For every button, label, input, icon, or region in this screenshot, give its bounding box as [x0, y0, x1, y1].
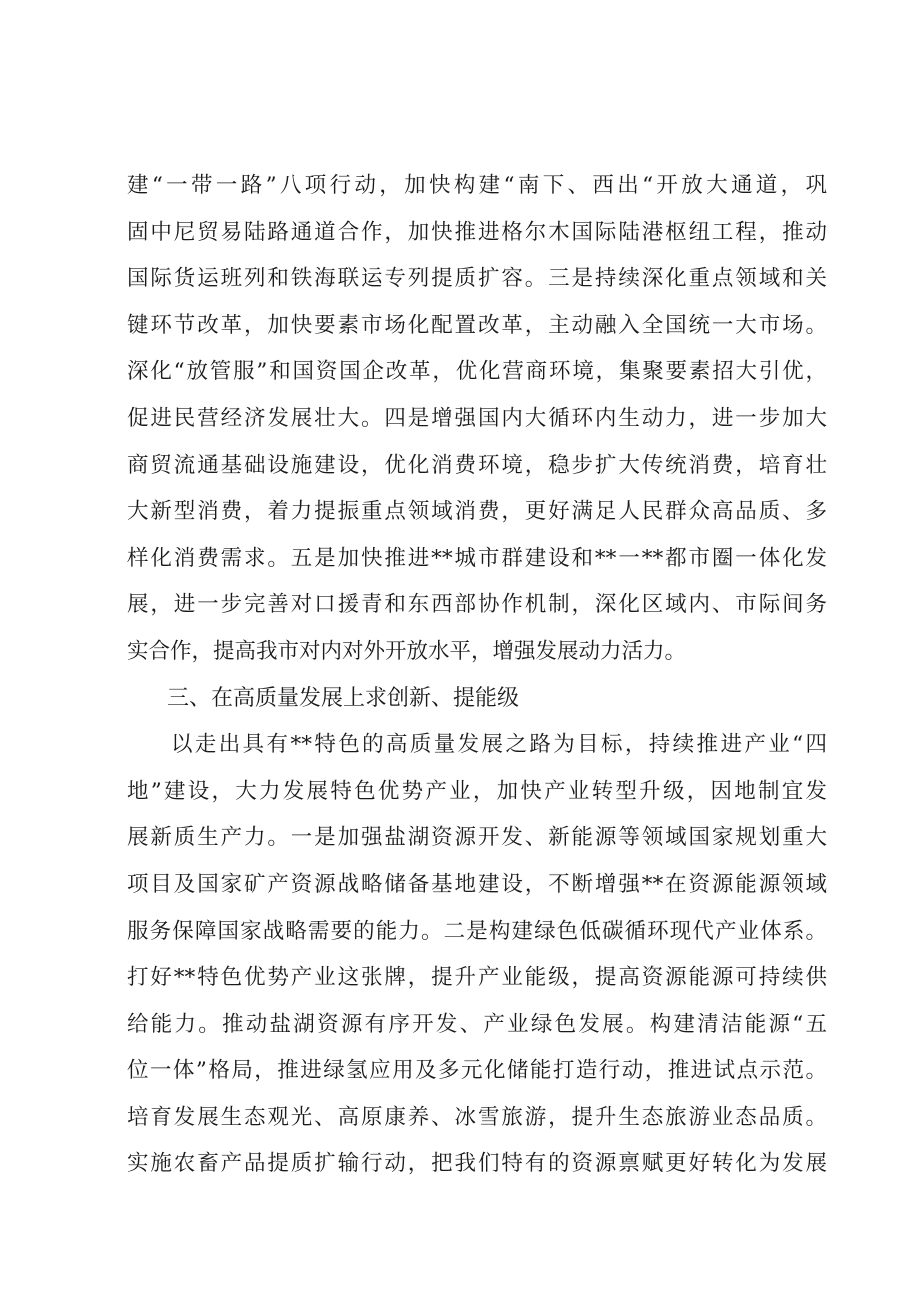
- paragraph: [127, 722, 827, 1188]
- text-line: 服务保障国家战略需要的能力。二是构建绿色低碳循环现代产业体系。: [127, 918, 827, 944]
- text-line: 国际货运班列和铁海联运专列提质扩容。三是持续深化重点领域和关: [127, 266, 827, 292]
- text-line: 培育发展生态观光、高原康养、冰雪旅游，提升生态旅游业态品质。: [127, 1104, 827, 1130]
- text-line: 深化“放管服”和国资国企改革，优化营商环境，集聚要素招大引优，: [127, 359, 827, 385]
- text-line: 固中尼贸易陆路通道合作，加快推进格尔木国际陆港枢纽工程，推动: [127, 219, 827, 245]
- text-line: 商贸流通基础设施建设，优化消费环境，稳步扩大传统消费，培育壮: [127, 452, 827, 478]
- text-line: 以走出具有**特色的高质量发展之路为目标，持续推进产业“四: [171, 732, 827, 758]
- text-line: 打好**特色优势产业这张牌，提升产业能级，提高资源能源可持续供: [127, 965, 827, 991]
- paragraph-continued: [127, 163, 827, 676]
- text-line: 展，进一步完善对口援青和东西部协作机制，深化区域内、市际间务: [127, 592, 827, 618]
- text-line: 项目及国家矿产资源战略储备基地建设，不断增强**在资源能源领域: [127, 871, 827, 897]
- text-line: 实施农畜产品提质扩输行动，把我们特有的资源禀赋更好转化为发展: [127, 1151, 827, 1177]
- text-line: 实合作，提高我市对内对外开放水平，增强发展动力活力。: [127, 638, 687, 664]
- text-line: 展新质生产力。一是加强盐湖资源开发、新能源等领域国家规划重大: [127, 825, 827, 851]
- text-line: 促进民营经济发展壮大。四是增强国内大循环内生动力，进一步加大: [127, 405, 827, 431]
- text-line: 大新型消费，着力提振重点领域消费，更好满足人民群众高品质、多: [127, 499, 827, 525]
- section-heading: 三、在高质量发展上求创新、提能级: [167, 685, 520, 711]
- text-line: 样化消费需求。五是加快推进**城市群建设和**一**都市圈一体化发: [127, 545, 827, 571]
- text-line: 地”建设，大力发展特色优势产业，加快产业转型升级，因地制宜发: [127, 778, 827, 804]
- text-line: 给能力。推动盐湖资源有序开发、产业绿色发展。构建清洁能源“五: [127, 1011, 827, 1037]
- text-line: 建“一带一路”八项行动，加快构建“南下、西出“开放大通道，巩: [127, 173, 827, 198]
- text-line: 位一体”格局，推进绿氢应用及多元化储能打造行动，推进试点示范。: [127, 1058, 827, 1084]
- text-line: 键环节改革，加快要素市场化配置改革，主动融入全国统一大市场。: [127, 312, 827, 338]
- document-body: [127, 163, 827, 1188]
